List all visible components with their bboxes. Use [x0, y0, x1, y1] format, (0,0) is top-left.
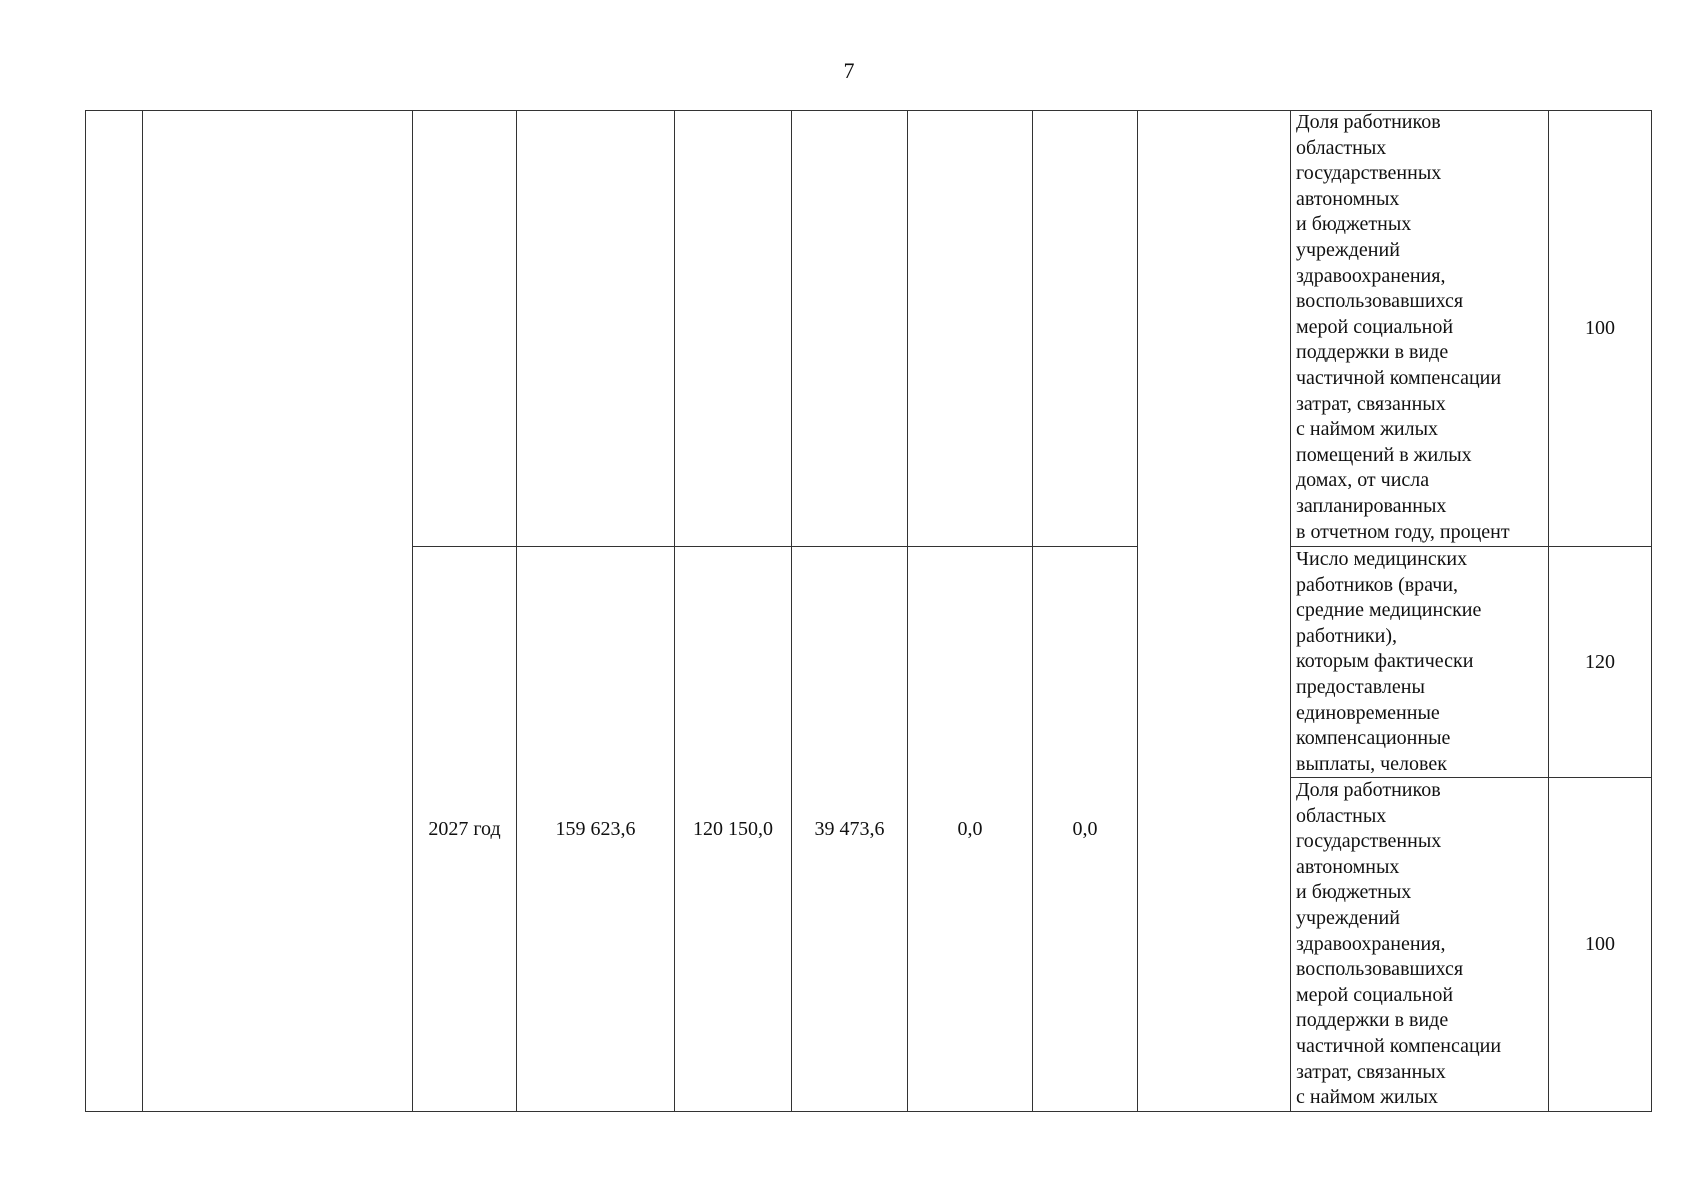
indicator-description: Доля работников областных государственных автономных и бюджетных учреждений здравоохранения, воспользовавшихся мерой социальной поддержки в виде частичной компенсации затрат, связанных с наймом жилых помещений в жилых домах, от числа запланированных в отчетном году, процент — [1296, 111, 1510, 543]
indicator-value: 100 — [1585, 317, 1615, 339]
table-border-left — [85, 110, 86, 1112]
indicator-description: Доля работников областных государственных автономных и бюджетных учреждений здравоохранения, воспользовавшихся мерой социальной поддержки в виде частичной компенсации затрат, связанных с наймом жилых — [1296, 779, 1502, 1109]
column-divider — [791, 110, 792, 1112]
column-divider — [412, 110, 413, 1112]
indicator-value: 100 — [1585, 933, 1615, 955]
indicator-value: 120 — [1585, 651, 1615, 673]
row-divider-financing — [412, 546, 1138, 547]
table-border-right — [1651, 110, 1652, 1112]
column-divider — [142, 110, 143, 1112]
column-divider — [1290, 110, 1291, 1112]
page-number: 7 — [843, 58, 855, 83]
amount-cell: 0,0 — [957, 818, 983, 840]
amount-cell: 120 150,0 — [693, 818, 773, 840]
column-divider — [674, 110, 675, 1112]
table-border-bottom — [85, 1111, 1652, 1112]
amount-cell: 39 473,6 — [814, 818, 885, 840]
amount-cell: 0,0 — [1072, 818, 1098, 840]
column-divider — [1137, 110, 1138, 1112]
indicator-description: Число медицинских работников (врачи, средние медицинские работники), которым фактически предоставлены единовременные компенсационные выплаты, человек — [1296, 548, 1482, 775]
column-divider — [516, 110, 517, 1112]
column-divider — [907, 110, 908, 1112]
total-amount-cell: 159 623,6 — [555, 818, 636, 840]
year-cell: 2027 год — [428, 818, 501, 840]
program-table — [85, 110, 1652, 1112]
column-divider — [1032, 110, 1033, 1112]
column-divider — [1548, 110, 1549, 1112]
